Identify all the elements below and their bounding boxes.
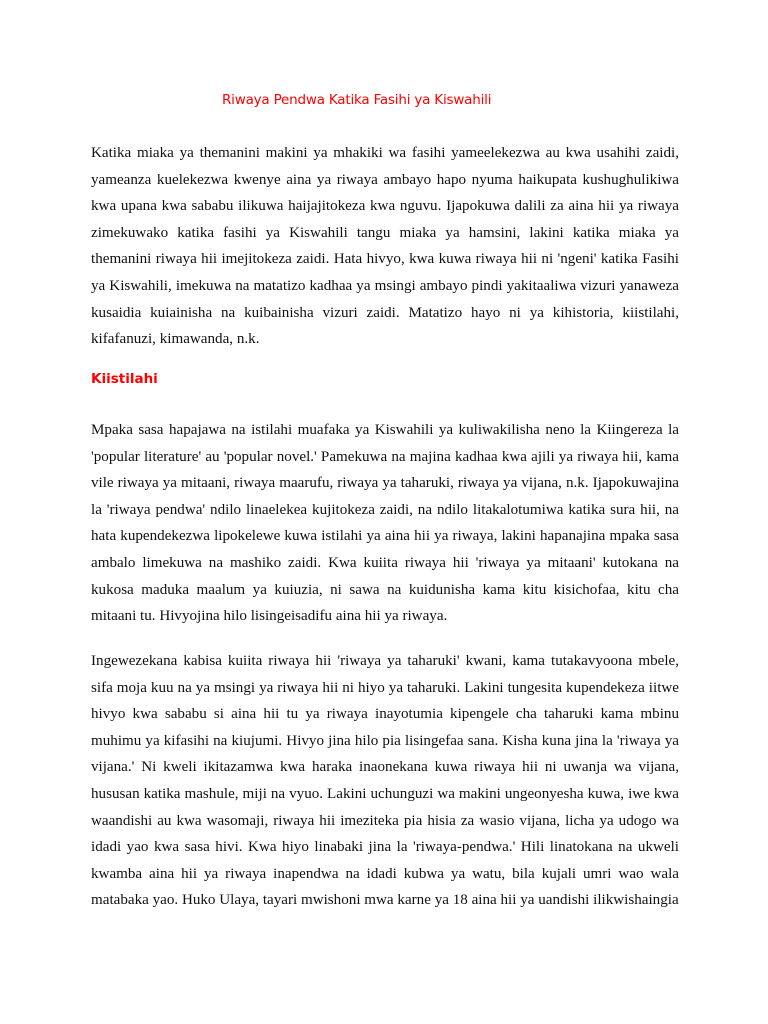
paragraph-terminology: Mpaka sasa hapajawa na istilahi muafaka ya Kiswahili ya kuliwakilisha neno la Kiingereza la 'popular literature' au 'popular novel.' Pamekuwa na majina kadhaa kwa ajili ya riwaya hii, kama vile riwaya ya mitaani, riwaya maarufu, riwaya ya taharuki, riwaya ya vijana, n.k. Ijapokuwajina la 'riwaya pendwa' ndilo linaelekea kujitokeza zaidi, na ndilo litakalotumiwa katika sura hii, na hata kupendekezwa lipokelewe kuwa istilahi ya aina hii ya riwaya, lakini hapanajina mpaka sasa ambalo limekuwa na mashiko zaidi. Kwa kuiita riwaya hii 'riwaya ya mitaani' kutokana na kukosa maduka maalum ya kuiuzia, ni sawa na kuidunisha kama kitu kisichofaa, kitu cha mitaani tu. Hivyojina hilo lisingeisadifu aina hii ya riwaya.	[91, 422, 679, 625]
document-title: Riwaya Pendwa Katika Fasihi ya Kiswahili	[222, 92, 492, 108]
paragraph-naming: Ingewezekana kabisa kuiita riwaya hii 'riwaya ya taharuki' kwani, kama tutakavyoona mbele, sifa moja kuu na ya msingi ya riwaya hii ni hiyo ya taharuki. Lakini tungesita kupendekeza iitwe hivyo kwa sababu si aina hii tu ya riwaya inayotumia kipengele cha taharuki kama mbinu muhimu ya kifasihi na kiujumi. Hivyo jina hilo pia lisingefaa sana. Kisha kuna jina la 'riwaya ya vijana.' Ni kweli ikitazamwa kwa haraka inaonekana kuwa riwaya hii ni uwanja wa vijana, hususan katika mashule, miji na vyuo. Lakini uchunguzi wa makini ungeonyesha kuwa, iwe kwa waandishi au kwa wasomaji, riwaya hii imeziteka pia hisia za wasio vijana, licha ya udogo wa idadi yao kwa sasa hivi. Kwa hiyo linabaki jina la 'riwaya-pendwa.' Hili linatokana na ukweli kwamba aina hii ya riwaya inapendwa na idadi kubwa ya watu, bila kujali umri wao wala matabaka yao. Huko Ulaya, tayari mwishoni mwa karne ya 18 aina hii ya uandishi ilikwishaingia	[91, 653, 679, 909]
paragraph-introduction: Katika miaka ya themanini makini ya mhakiki wa fasihi yameelekezwa au kwa usahihi zaidi, yameanza kuelekezwa kwenye aina ya riwaya ambayo hapo nyuma haikupata kushughulikiwa kwa upana kwa sababu ilikuwa haijajitokeza kwa nguvu. Ijapokuwa dalili za aina hii ya riwaya zimekuwako katika fasihi ya Kiswahili tangu miaka ya hamsini, lakini katika miaka ya themanini riwaya hii imejitokeza zaidi. Hata hivyo, kwa kuwa riwaya hii ni 'ngeni' katika Fasihi ya Kiswahili, imekuwa na matatizo kadhaa ya msingi ambayo pindi yakitaaliwa vizuri yanaweza kusaidia kuiainisha na kuibainisha vizuri zaidi. Matatizo hayo ni ya kihistoria, kiistilahi, kifafanuzi, kimawanda, n.k.	[91, 145, 679, 348]
section-heading-kiistilahi: Kiistilahi	[91, 371, 158, 387]
